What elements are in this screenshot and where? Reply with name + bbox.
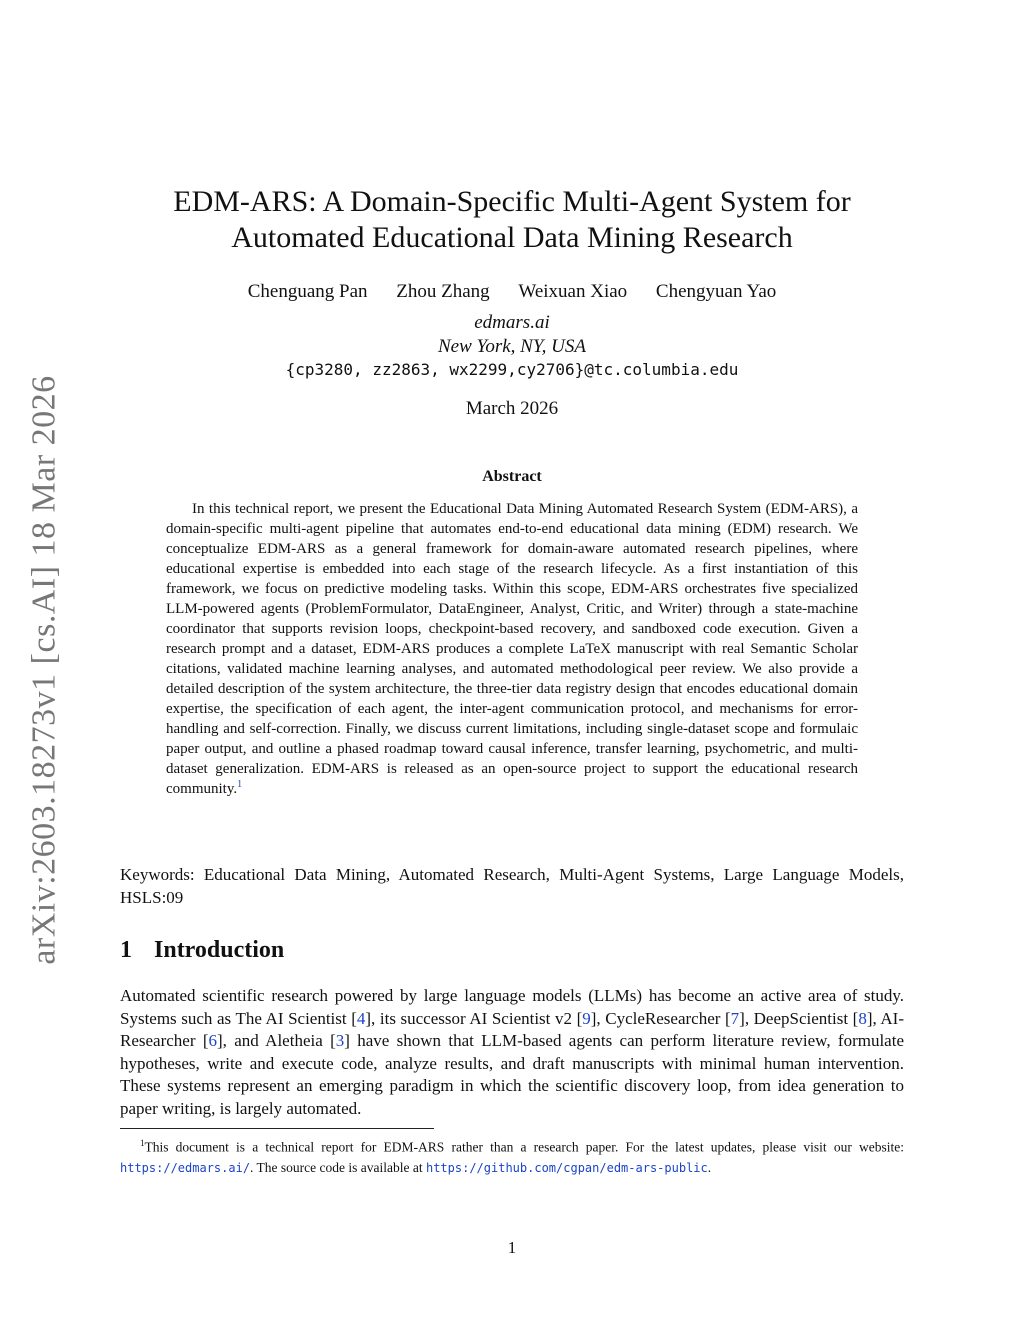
intro-text: ], DeepScientist [ — [739, 1008, 859, 1028]
citation-link[interactable]: 9 — [582, 1008, 591, 1028]
footnote-mark: 1 — [140, 1138, 145, 1148]
author-list — [120, 281, 904, 303]
footnote — [120, 1133, 904, 1178]
publication-date: March 2026 — [465, 398, 559, 419]
abstract-text: In this technical report, we present the Educational Data Mining Automated Research System (EDM-ARS), a domain-specific multi-agent pipeline that automates end-to-end educational data mining (EDM) research. We conceptualize EDM-ARS as a general framework for domain-aware automated research pipelines, where educational expertise is embedded into each stage of the research lifecycle. As a first instantiation of this framework, we focus on predictive modeling tasks. Within this scope, EDM-ARS orchestrates five specialized LLM-powered agents (ProblemFormulator, DataEngineer, Analyst, Critic, and Writer) through a state-machine coordinator that supports revision loops, checkpoint-based recovery, and sandboxed code execution. Given a research prompt and a dataset, EDM-ARS produces a complete LaTeX manuscript with real Semantic Scholar citations, validated machine learning analyses, and automated methodological peer review. We also provide a detailed description of the system architecture, the three-tier data registry design that encodes educational domain expertise, the specification of each agent, the inter-agent communication protocol, and mechanisms for error-handling and self-correction. Finally, we discuss current limitations, including single-dataset scope and formulaic paper output, and outline a phased roadmap toward causal inference, transfer learning, psychometric, and multi-dataset generalization. EDM-ARS is released as an open-source project to support the educational research community. — [166, 501, 858, 797]
abstract-body — [166, 499, 858, 799]
website-link[interactable]: https://edmars.ai/ — [120, 1160, 251, 1175]
author-name: Weixuan Xiao — [518, 281, 628, 302]
title-line-2: Automated Educational Data Mining Research — [231, 221, 793, 254]
footnote-text: . The source code is available at — [250, 1159, 426, 1175]
footnote-text: This document is a technical report for EDM-ARS rather than a research paper. For the latest updates, please visit our website: — [144, 1139, 904, 1155]
abstract-heading: Abstract — [482, 468, 542, 485]
intro-text: ] have shown that LLM-based agents can perform literature review, formulate hypotheses, write and execute code, analyze results, and draft manuscripts with minimal human intervention. These systems represent an emerging paradigm in which the scientific discovery loop, from idea generation to paper writing, is largely automated. — [120, 1031, 905, 1118]
page-number: 1 — [507, 1238, 517, 1257]
intro-text: Automated scientific research powered by large language models (LLMs) has become an active area of study. Systems such as The AI Scientist [ — [120, 986, 904, 1028]
arxiv-identifier-stamp — [10, 375, 80, 965]
keywords: Keywords: Educational Data Mining, Automated Research, Multi-Agent Systems, Large Language Models, HSLS:09 — [120, 865, 904, 907]
section-title-text: Introduction — [154, 937, 285, 963]
footnote-divider — [120, 1128, 434, 1129]
title-line-1: EDM-ARS: A Domain-Specific Multi-Agent System for — [173, 185, 851, 218]
paper-title — [120, 184, 904, 256]
citation-link[interactable]: 7 — [730, 1008, 740, 1028]
arxiv-identifier-text: arXiv:2603.18273v1 [cs.AI] 18 Mar 2026 — [26, 375, 64, 965]
intro-text: ], AI-Researcher [ — [120, 1008, 904, 1051]
introduction-paragraph — [120, 985, 904, 1121]
citation-link[interactable]: 8 — [858, 1008, 867, 1028]
footnote-reference[interactable]: 1 — [237, 779, 243, 790]
citation-link[interactable]: 3 — [335, 1031, 345, 1051]
intro-text: ], and Aletheia [ — [217, 1031, 336, 1051]
citation-link[interactable]: 6 — [208, 1031, 217, 1051]
section-heading — [120, 937, 284, 964]
author-name: Chenguang Pan — [247, 281, 368, 302]
citation-link[interactable]: 4 — [356, 1008, 366, 1028]
affiliation-org: edmars.ai — [474, 312, 550, 333]
author-name: Chengyuan Yao — [655, 281, 777, 302]
section-number: 1 — [120, 937, 132, 963]
intro-text: ], CycleResearcher [ — [590, 1008, 731, 1028]
intro-text: ], its successor AI Scientist v2 [ — [365, 1008, 583, 1028]
author-emails: {cp3280, zz2863, wx2299,cy2706}@tc.columbia.edu — [285, 360, 739, 379]
author-name: Zhou Zhang — [396, 281, 490, 302]
affiliation-location: New York, NY, USA — [437, 336, 586, 357]
footnote-text: . — [707, 1159, 712, 1175]
source-code-link[interactable]: https://github.com/cgpan/edm-ars-public — [425, 1160, 708, 1175]
